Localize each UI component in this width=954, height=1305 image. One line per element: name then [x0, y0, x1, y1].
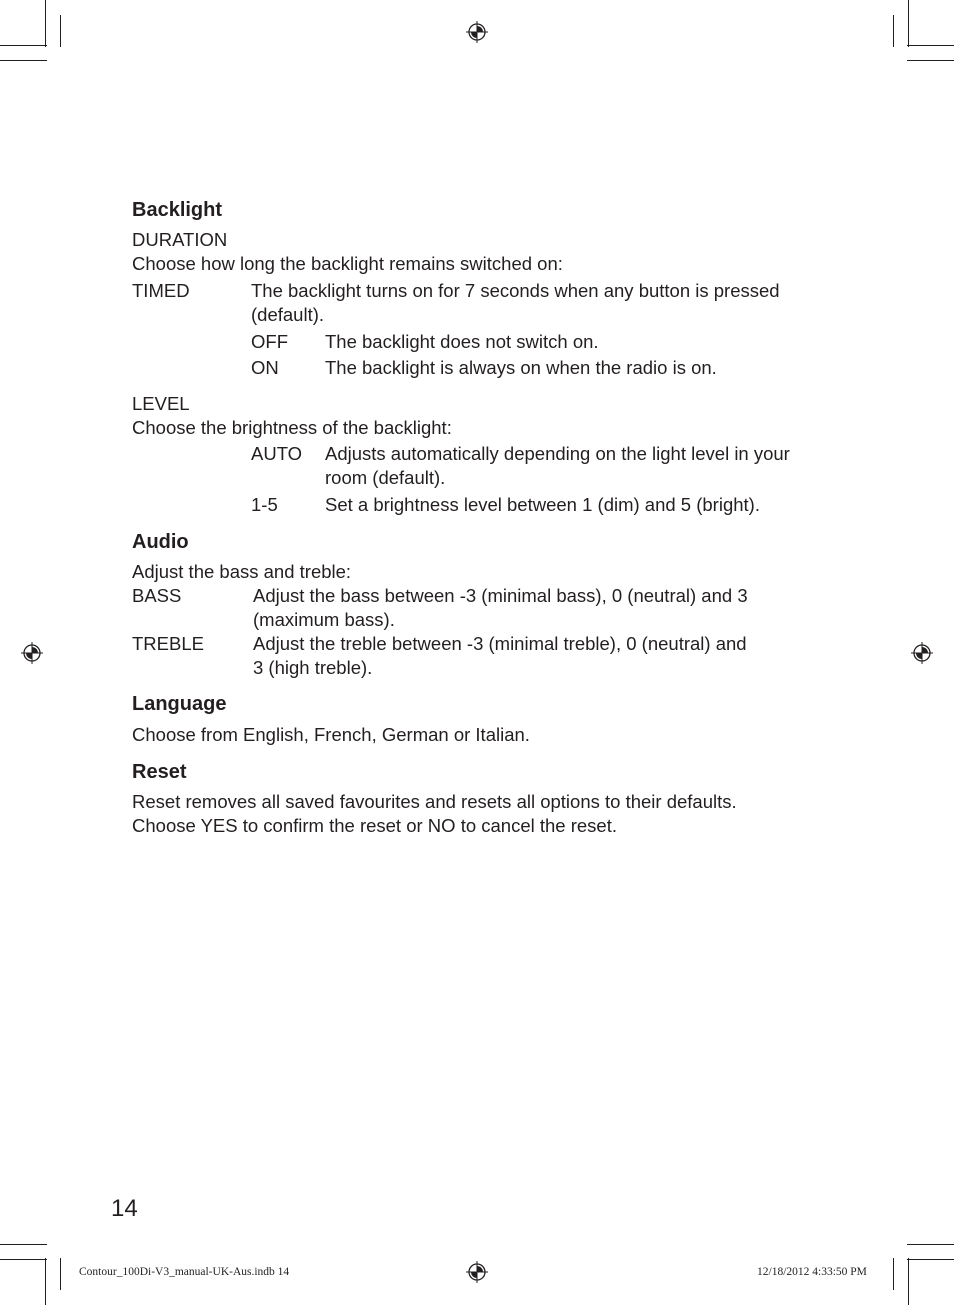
bass-term: BASS	[132, 585, 182, 606]
on-term: ON	[251, 357, 279, 378]
treble-term: TREBLE	[132, 633, 204, 654]
slug-timestamp: 12/18/2012 4:33:50 PM	[757, 1266, 867, 1278]
auto-term: AUTO	[251, 443, 303, 464]
language-heading: Language	[132, 693, 227, 715]
timed-term: TIMED	[132, 280, 190, 301]
bass-description-cont: (maximum bass).	[253, 609, 395, 630]
off-description: The backlight does not switch on.	[325, 331, 599, 352]
duration-label: DURATION	[132, 229, 228, 250]
audio-heading: Audio	[132, 531, 189, 553]
registration-mark-icon	[911, 642, 933, 664]
auto-description-cont: room (default).	[325, 467, 446, 488]
page-number: 14	[111, 1195, 138, 1222]
range-term: 1-5	[251, 494, 278, 515]
language-body: Choose from English, French, German or Italian.	[132, 724, 530, 745]
backlight-heading: Backlight	[132, 199, 223, 221]
registration-mark-icon	[466, 21, 488, 43]
timed-description-cont: (default).	[251, 304, 325, 325]
treble-description-cont: 3 (high treble).	[253, 657, 373, 678]
auto-description: Adjusts automatically depending on the light level in your	[325, 443, 790, 464]
range-description: Set a brightness level between 1 (dim) and 5 (bright).	[325, 494, 760, 515]
registration-mark-icon	[21, 642, 43, 664]
timed-description: The backlight turns on for 7 seconds when any button is pressed	[251, 280, 780, 301]
reset-heading: Reset	[132, 761, 187, 783]
reset-body-line2: Choose YES to confirm the reset or NO to cancel the reset.	[132, 815, 618, 836]
off-term: OFF	[251, 331, 288, 352]
audio-intro: Adjust the bass and treble:	[132, 561, 352, 582]
level-intro: Choose the brightness of the backlight:	[132, 417, 452, 438]
registration-mark-icon	[466, 1261, 488, 1283]
reset-body-line1: Reset removes all saved favourites and resets all options to their defaults.	[132, 791, 737, 812]
slug-filename: Contour_100Di-V3_manual-UK-Aus.indb 14	[79, 1266, 290, 1278]
level-label: LEVEL	[132, 393, 190, 414]
treble-description: Adjust the treble between -3 (minimal treble), 0 (neutral) and	[253, 633, 747, 654]
duration-intro: Choose how long the backlight remains switched on:	[132, 253, 563, 274]
bass-description: Adjust the bass between -3 (minimal bass), 0 (neutral) and 3	[253, 585, 748, 606]
on-description: The backlight is always on when the radio is on.	[325, 357, 717, 378]
